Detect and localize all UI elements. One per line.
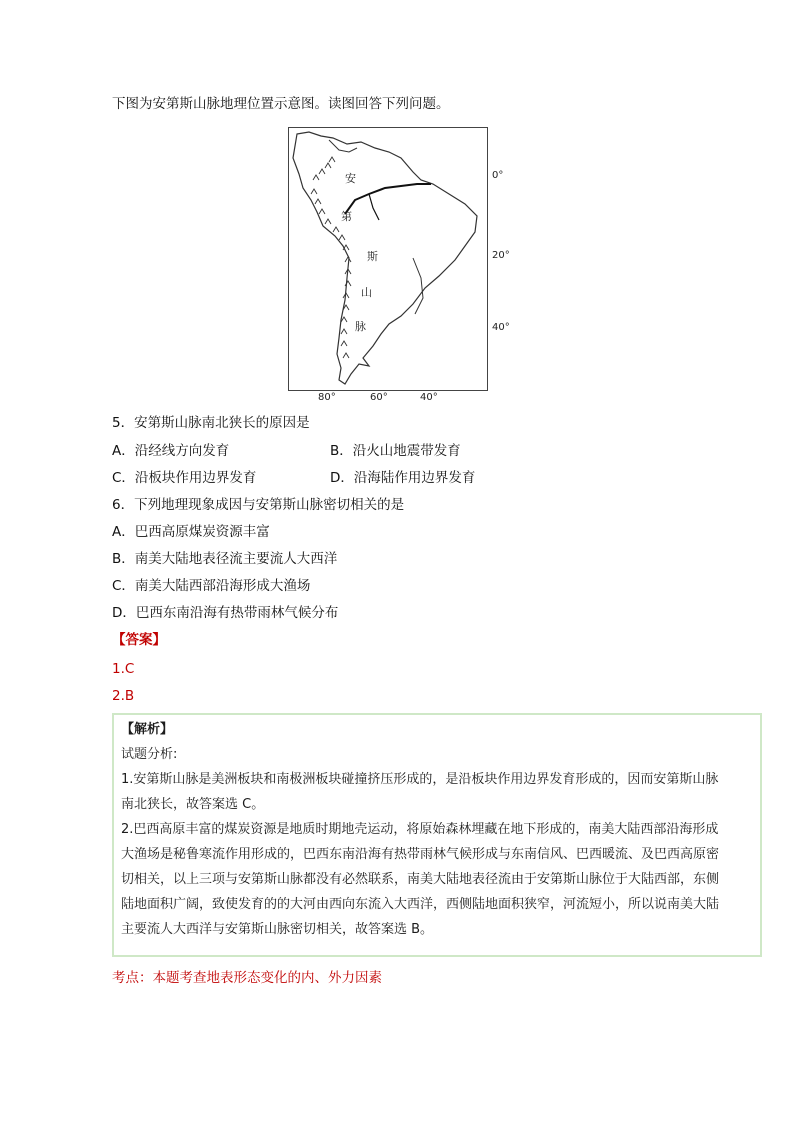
q6-option-d: D．巴西东南沿海有热带雨林气候分布 [112, 605, 339, 621]
answer-item-2: 2.B [112, 688, 135, 704]
q6-option-b: B．南美大陆地表径流主要流人大西洋 [112, 551, 338, 567]
mountain-symbols [311, 157, 351, 358]
q5-option-c: C．沿板块作用边界发育 [112, 470, 257, 486]
analysis-line: 切相关，以上三项与安第斯山脉都没有必然联系，南美大陆地表径流由于安第斯山脉位于大陆西部，东侧 [121, 872, 720, 887]
lon-label-40: 40° [420, 392, 438, 403]
intro-text: 下图为安第斯山脉地理位置示意图。读图回答下列问题。 [112, 96, 450, 112]
south-america-outline [289, 128, 487, 390]
analysis-line: 试题分析: [121, 747, 178, 762]
answer-item-1: 1.C [112, 661, 135, 677]
analysis-line: 陆地面积广阔，致使发育的的大河由西向东流入大西洋，西侧陆地面积狭窄，河流短小，所以说南美大陆 [121, 897, 720, 912]
analysis-line: 主要流人大西洋与安第斯山脉密切相关，故答案选 B。 [121, 922, 434, 937]
map-char-2: 第 [341, 210, 352, 223]
lat-label-0: 0° [492, 170, 504, 181]
map-char-4: 山 [361, 286, 372, 299]
lat-label-20: 20° [492, 250, 510, 261]
map-char-5: 脉 [355, 320, 366, 333]
map-char-1: 安 [345, 172, 356, 185]
kaodian-text: 考点：本题考查地表形态变化的内、外力因素 [112, 970, 382, 986]
q6-stem: 6．下列地理现象成因与安第斯山脉密切相关的是 [112, 497, 405, 513]
q6-option-c: C．南美大陆西部沿海形成大渔场 [112, 578, 311, 594]
analysis-line: 大渔场是秘鲁寒流作用形成的，巴西东南沿海有热带雨林气候形成与东南信风、巴西暖流、及巴西高原密 [121, 847, 720, 862]
q5-stem: 5．安第斯山脉南北狭长的原因是 [112, 415, 310, 431]
answer-heading: 【答案】 [112, 632, 166, 648]
analysis-line: 1.安第斯山脉是美洲板块和南极洲板块碰撞挤压形成的，是沿板块作用边界发育形成的，因而安第斯山脉 [121, 772, 719, 787]
lon-label-60: 60° [370, 392, 388, 403]
lat-label-40: 40° [492, 322, 510, 333]
analysis-line: 2.巴西高原丰富的煤炭资源是地质时期地壳运动，将原始森林埋藏在地下形成的，南美大陆西部沿海形成 [121, 822, 719, 837]
analysis-heading: 【解析】 [121, 722, 174, 737]
q5-option-a: A．沿经线方向发育 [112, 443, 230, 459]
q5-option-d: D．沿海陆作用边界发育 [330, 470, 476, 486]
q5-option-b: B．沿火山地震带发育 [330, 443, 461, 459]
lon-label-80: 80° [318, 392, 336, 403]
q6-option-a: A．巴西高原煤炭资源丰富 [112, 524, 270, 540]
analysis-box [112, 713, 762, 957]
analysis-line: 南北狭长，故答案选 C。 [121, 797, 265, 812]
map-char-3: 斯 [367, 250, 378, 263]
andes-map [288, 127, 488, 391]
